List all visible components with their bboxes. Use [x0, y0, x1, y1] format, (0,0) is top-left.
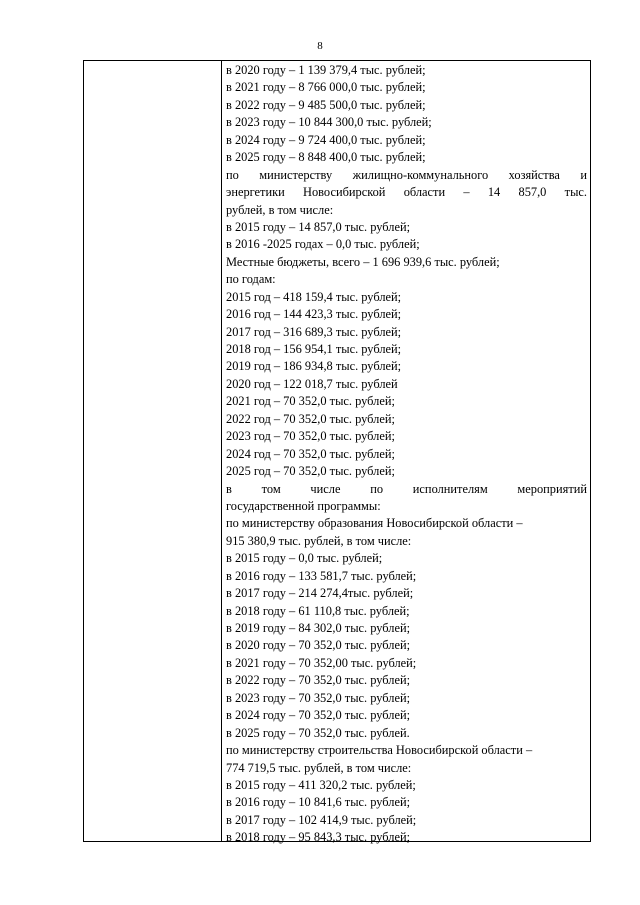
text-line: рублей, в том числе:: [226, 202, 334, 217]
text-line: в 2016 -2025 годах – 0,0 тыс. рублей;: [226, 237, 420, 252]
text-line: в 2018 году – 95 843,3 тыс. рублей;: [226, 830, 411, 845]
text-line: в 2023 году – 70 352,0 тыс. рублей;: [226, 690, 411, 705]
text-line: 915 380,9 тыс. рублей, в том числе:: [226, 533, 412, 548]
text-line: в 2024 году – 9 724 400,0 тыс. рублей;: [226, 132, 426, 147]
text-line: 2021 год – 70 352,0 тыс. рублей;: [226, 394, 395, 409]
text-line: по министерству жилищно-коммунального хозяйства и: [226, 167, 587, 182]
text-line: в 2025 году – 8 848 400,0 тыс. рублей;: [226, 150, 426, 165]
text-line: в 2022 году – 9 485 500,0 тыс. рублей;: [226, 97, 426, 112]
text-line: 2016 год – 144 423,3 тыс. рублей;: [226, 307, 402, 322]
text-line: в 2019 году – 84 302,0 тыс. рублей;: [226, 621, 411, 635]
text-line: 2019 год – 186 934,8 тыс. рублей;: [226, 359, 402, 374]
table-right-column: [222, 61, 590, 845]
text-line: в 2016 году – 10 841,6 тыс. рублей;: [226, 795, 411, 810]
text-line: 2024 год – 70 352,0 тыс. рублей;: [226, 446, 395, 461]
text-line: по министерству образования Новосибирской области –: [226, 516, 523, 531]
text-line: 2018 год – 156 954,1 тыс. рублей;: [226, 342, 402, 356]
text-line: 774 719,5 тыс. рублей, в том числе:: [226, 760, 412, 775]
text-line: 2023 год – 70 352,0 тыс. рублей;: [226, 429, 395, 444]
text-line: в 2020 году – 70 352,0 тыс. рублей;: [226, 638, 411, 653]
text-line: в 2017 году – 102 414,9 тыс. рублей;: [226, 812, 417, 827]
text-line: энергетики Новосибирской области – 14 857,0 тыс.: [226, 185, 587, 200]
text-line: в 2021 году – 8 766 000,0 тыс. рублей;: [226, 80, 426, 95]
text-line: в 2024 году – 70 352,0 тыс. рублей;: [226, 708, 411, 723]
text-line: в 2025 году – 70 352,0 тыс. рублей.: [226, 725, 410, 740]
text-line: в 2015 году – 14 857,0 тыс. рублей;: [226, 219, 411, 234]
text-line: в том числе по исполнителям мероприятий: [226, 481, 587, 496]
text-line: в 2020 году – 1 139 379,4 тыс. рублей;: [226, 63, 426, 77]
text-line: 2022 год – 70 352,0 тыс. рублей;: [226, 411, 395, 426]
text-line: по годам:: [226, 272, 276, 287]
text-line: в 2015 году – 411 320,2 тыс. рублей;: [226, 777, 416, 792]
text-line: 2017 год – 316 689,3 тыс. рублей;: [226, 324, 402, 339]
text-line: в 2015 году – 0,0 тыс. рублей;: [226, 551, 383, 566]
text-line: 2020 год – 122 018,7 тыс. рублей: [226, 376, 398, 391]
table-left-column: [84, 61, 222, 841]
text-line: 2025 год – 70 352,0 тыс. рублей;: [226, 464, 395, 479]
text-line: Местные бюджеты, всего – 1 696 939,6 тыс. рублей;: [226, 254, 500, 269]
text-line: по министерству строительства Новосибирской области –: [226, 743, 533, 758]
page-number: 8: [317, 40, 323, 52]
text-line: в 2021 году – 70 352,00 тыс. рублей;: [226, 655, 417, 670]
text-line: 2015 год – 418 159,4 тыс. рублей;: [226, 289, 402, 304]
text-line: в 2022 году – 70 352,0 тыс. рублей;: [226, 673, 411, 688]
text-line: в 2018 году – 61 110,8 тыс. рублей;: [226, 603, 410, 618]
content-table: [83, 60, 591, 845]
text-line: в 2023 году – 10 844 300,0 тыс. рублей;: [226, 115, 432, 130]
text-line: в 2016 году – 133 581,7 тыс. рублей;: [226, 568, 417, 583]
text-line: в 2017 году – 214 274,4тыс. рублей;: [226, 586, 414, 601]
text-line: государственной программы:: [226, 498, 381, 513]
